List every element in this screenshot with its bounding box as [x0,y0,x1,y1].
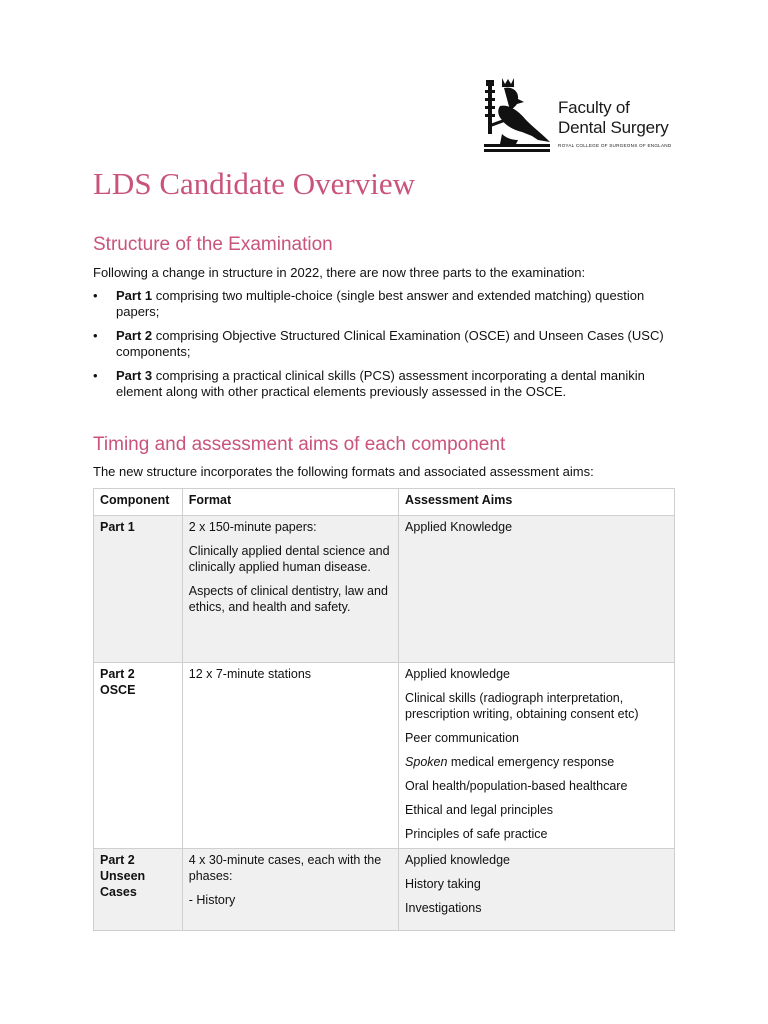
assessment-table [93,488,675,931]
bullet-text: comprising two multiple-choice (single best answer and extended matching) question papers; [116,288,645,319]
document-title: LDS Candidate Overview [93,166,415,201]
component-text: Cases [100,885,137,899]
logo-title [558,98,669,138]
list-item [93,288,678,320]
table-row [94,663,675,849]
aim-text: Principles of safe practice [405,827,548,841]
aim-text-spoken [405,754,668,770]
header-assessment-aims: Assessment Aims [399,489,675,516]
table-header-row [94,489,675,516]
format-text: 12 x 7-minute stations [188,667,312,681]
component-cell [94,663,183,849]
aim-text: Ethical and legal principles [405,803,554,817]
aims-cell [399,849,675,931]
aim-text: Clinical skills (radiograph interpretation, prescription writing, obtaining consent etc) [405,691,639,721]
logo-subtitle: ROYAL COLLEGE OF SURGEONS OF ENGLAND [558,143,672,148]
aim-text: Applied Knowledge [405,520,513,534]
format-cell [182,849,398,931]
timing-heading: Timing and assessment aims of each component [93,434,506,455]
bullet-text: comprising Objective Structured Clinical Examination (OSCE) and Unseen Cases (USC) components; [116,328,664,359]
aim-text: History taking [405,877,481,891]
aim-text: Applied knowledge [405,853,510,867]
bullet-text: comprising a practical clinical skills (PCS) assessment incorporating a dental manikin element along with other practical elements previously assessed in the OSCE. [116,368,645,399]
component-text: Part 2 [100,853,135,867]
component-text: Unseen [100,869,146,883]
table-row [94,849,675,931]
component-text: Part 1 [100,520,135,534]
bullet-icon: • [93,368,98,383]
list-item [93,328,678,360]
bullet-icon: • [93,288,98,303]
bullet-label: Part 1 [116,288,153,303]
aim-text: Oral health/population-based healthcare [405,779,628,793]
bullet-label: Part 2 [116,328,153,343]
aim-text: Investigations [405,901,482,915]
structure-bullet-list [93,288,678,408]
table-row [94,516,675,663]
component-cell [94,849,183,931]
timing-intro: The new structure incorporates the following formats and associated assessment aims: [93,464,594,479]
format-cell [182,663,398,849]
component-cell [94,516,183,663]
bullet-label: Part 3 [116,368,153,383]
faculty-logo [482,76,692,154]
format-text: 4 x 30-minute cases, each with the phases: [188,853,382,883]
structure-intro: Following a change in structure in 2022, there are now three parts to the examination: [93,265,586,280]
format-text: 2 x 150-minute papers: [188,520,317,534]
aim-emphasis: Spoken [405,755,448,769]
format-text: Clinically applied dental science and clinically applied human disease. [188,544,390,574]
format-text: - History [188,893,236,907]
logo-title-line1: Faculty of [558,98,630,117]
aims-cell [399,663,675,849]
format-cell [182,516,398,663]
format-text: Aspects of clinical dentistry, law and ethics, and health and safety. [188,584,388,614]
aim-text: medical emergency response [447,755,615,769]
structure-heading: Structure of the Examination [93,234,333,255]
aim-text: Peer communication [405,731,519,745]
header-component: Component [94,489,183,516]
eagle-crest-icon [482,76,552,154]
list-item [93,368,678,400]
header-format: Format [182,489,398,516]
logo-title-line2: Dental Surgery [558,118,669,137]
component-text: Part 2 [100,667,135,681]
aims-cell [399,516,675,663]
component-text: OSCE [100,683,136,697]
bullet-icon: • [93,328,98,343]
aim-text: Applied knowledge [405,667,510,681]
